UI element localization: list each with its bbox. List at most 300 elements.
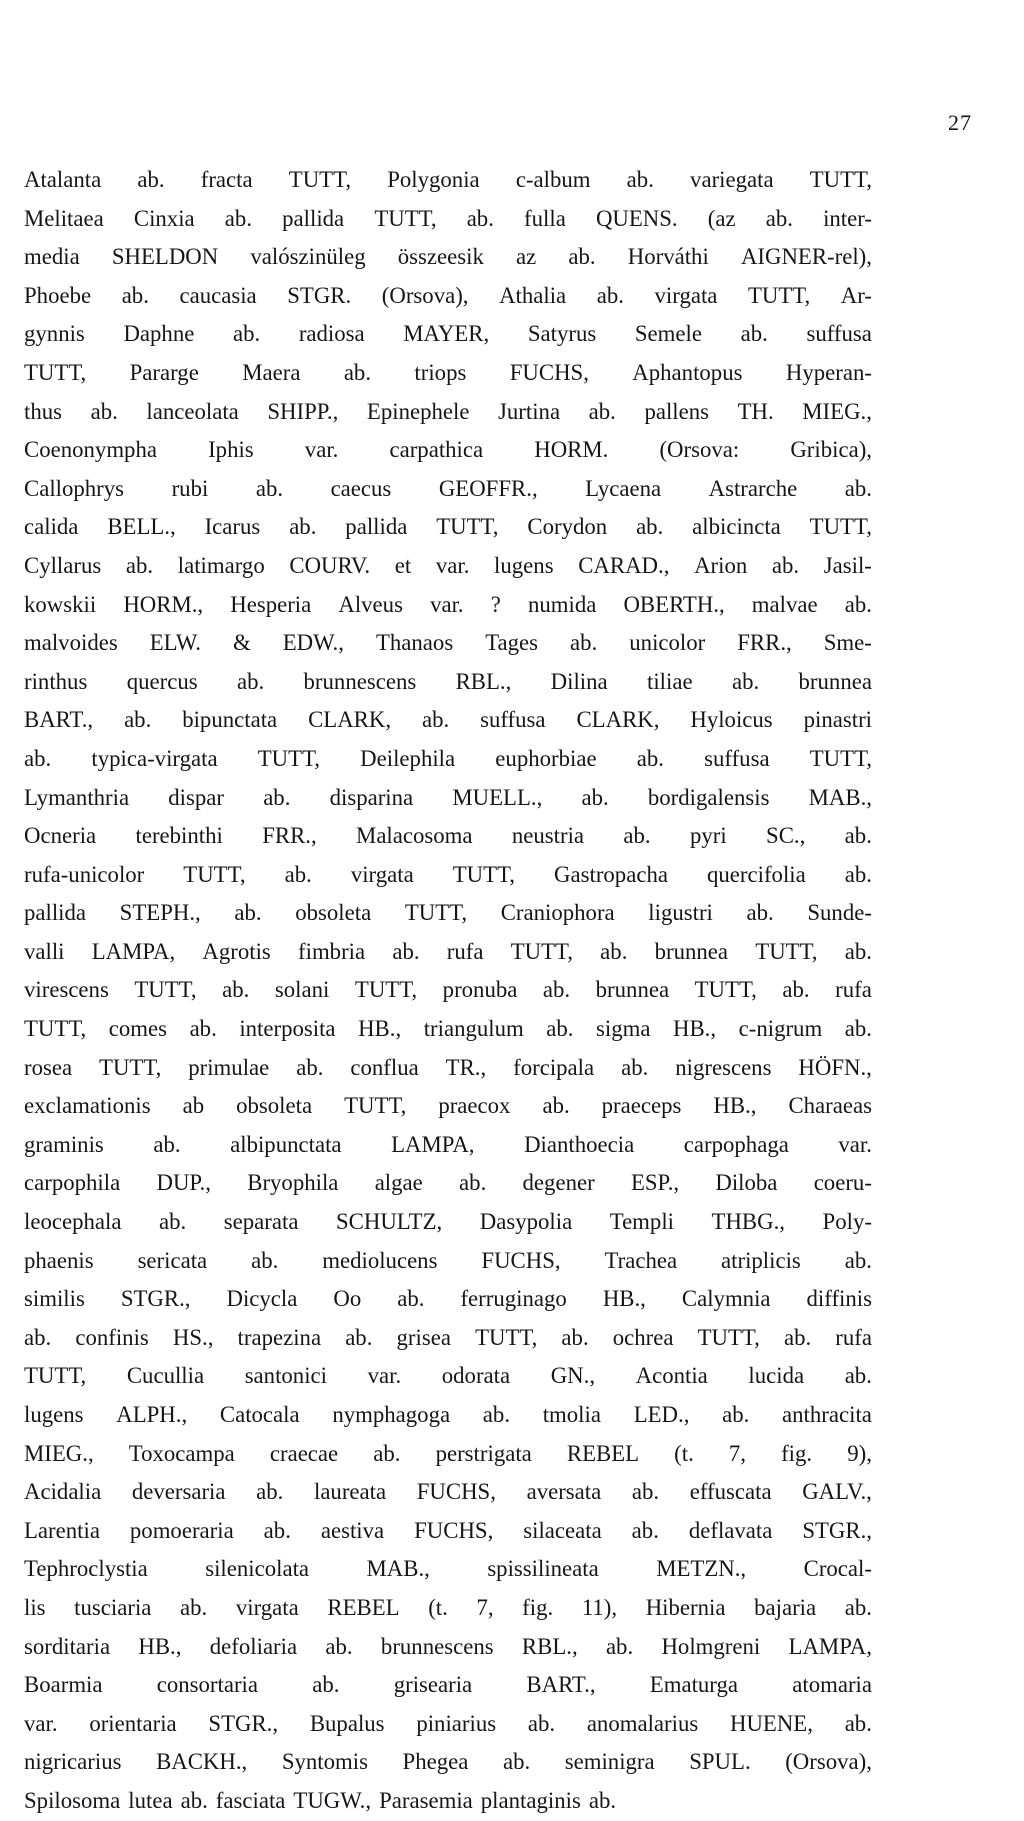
word: RBL.,	[521, 1633, 578, 1659]
word: Bupalus	[309, 1710, 385, 1736]
word: TUTT,	[436, 514, 499, 540]
word: ab.	[24, 1324, 52, 1350]
word: ab.	[561, 1324, 589, 1350]
word: FUCHS,	[481, 1247, 561, 1273]
word: ab.	[180, 1594, 208, 1620]
word: rinthus	[24, 668, 88, 694]
word: pallens	[644, 398, 710, 424]
word: virgata	[654, 282, 718, 308]
word: ab.	[466, 205, 494, 231]
text-line	[24, 701, 872, 740]
word: HB.,	[358, 1016, 402, 1042]
word: ab.	[263, 784, 291, 810]
word: Lymanthria	[24, 784, 130, 810]
word: OBERTH.,	[623, 591, 725, 617]
word: Semele	[634, 321, 702, 347]
word: neustria	[511, 823, 585, 849]
text-line	[24, 1280, 872, 1319]
word: c-nigrum	[738, 1016, 823, 1042]
text-line	[24, 1550, 872, 1589]
word: Astrarche	[708, 475, 798, 501]
word: STGR.,	[120, 1286, 191, 1312]
word: conflua	[350, 1054, 419, 1080]
text-line	[24, 779, 872, 818]
word: ab.	[153, 1131, 181, 1157]
word: Boarmia	[24, 1672, 103, 1698]
text-line	[24, 393, 872, 432]
text-line	[24, 1628, 872, 1667]
word: TR.,	[445, 1054, 487, 1080]
word: brunnea	[654, 938, 729, 964]
word: albipunctata	[230, 1131, 342, 1157]
word: MAB.,	[366, 1556, 430, 1582]
word: Deilephila	[360, 745, 456, 771]
text-line	[24, 1164, 872, 1203]
word: ab.	[234, 900, 262, 926]
word: fig.	[781, 1440, 813, 1466]
word: latimargo	[177, 552, 265, 578]
word: Dicycla	[226, 1286, 298, 1312]
word: ab.	[542, 1093, 570, 1119]
word: HUENE,	[729, 1710, 813, 1736]
word: ab.	[631, 1479, 660, 1505]
word: triops	[414, 359, 467, 385]
word: TUTT,	[809, 167, 872, 192]
page-number: 27	[948, 110, 972, 135]
word: CLARK,	[576, 707, 660, 733]
word: lugens	[24, 1402, 84, 1427]
word: sigma	[596, 1016, 651, 1042]
word: aversata	[526, 1479, 602, 1505]
word: ab.	[392, 938, 420, 964]
word: BART.,	[24, 707, 94, 733]
word: ab.	[159, 1209, 187, 1235]
word: Jasil-	[823, 552, 872, 578]
word: Malacosoma	[356, 823, 473, 849]
word: MIEG.,	[802, 398, 872, 424]
word: brunnescens	[303, 668, 417, 694]
word: Corydon	[527, 514, 608, 540]
word: FRR.,	[262, 823, 317, 849]
word: consortaria	[156, 1672, 259, 1698]
word: ab.	[621, 1054, 649, 1080]
word: STEPH.,	[119, 900, 201, 926]
word: ab.	[740, 321, 768, 347]
word: numida	[527, 591, 597, 617]
word: ab.	[636, 745, 664, 771]
word: Aphantopus	[632, 359, 743, 385]
word: ab.	[596, 282, 624, 308]
word: var.	[435, 552, 470, 578]
word: media	[24, 244, 80, 270]
word: TUTT,	[404, 900, 468, 926]
word: carpathica	[389, 437, 484, 463]
word: SC.,	[766, 823, 806, 849]
word: lutea	[128, 1787, 173, 1813]
word: TH.	[737, 398, 774, 424]
word: CARAD.,	[578, 552, 670, 578]
word: ab.	[844, 938, 872, 964]
word: LAMPA,	[788, 1633, 872, 1659]
word: fulla	[524, 205, 566, 231]
word: pallida	[24, 900, 87, 926]
word: ab.	[482, 1402, 511, 1427]
word: ab.	[631, 1517, 659, 1543]
word: var.	[367, 1363, 402, 1389]
word: virgata	[350, 861, 414, 887]
word: ab.	[844, 1363, 872, 1389]
word: lucida	[748, 1363, 805, 1389]
text-line	[24, 1357, 872, 1396]
word: piniarius	[416, 1710, 497, 1736]
word: ab.	[570, 630, 598, 656]
word: perstrigata	[435, 1440, 532, 1466]
word: Sme-	[823, 630, 872, 656]
word: praecox	[438, 1093, 511, 1119]
word: Oo	[333, 1286, 362, 1312]
word: ab.	[373, 1440, 401, 1466]
word: COURV.	[289, 552, 371, 578]
word: tmolia	[542, 1402, 601, 1427]
word: pinastri	[803, 707, 872, 733]
word: HB.,	[602, 1286, 646, 1312]
word: ab.	[844, 591, 872, 617]
word: ligustri	[648, 900, 713, 926]
word: LAMPA,	[391, 1131, 475, 1157]
word: ab.	[343, 359, 372, 385]
word: suffusa	[704, 745, 770, 771]
text-line	[24, 663, 872, 702]
word: Cinxia	[133, 205, 195, 231]
word: ELW.	[149, 630, 202, 656]
word: ab.	[121, 282, 149, 308]
word: ab.	[180, 1787, 208, 1813]
word: THBG.,	[711, 1209, 785, 1235]
word: FUCHS,	[509, 359, 589, 385]
word: ab.	[581, 784, 609, 810]
text-line	[24, 431, 872, 470]
word: Parasemia	[379, 1787, 473, 1813]
word: TUTT,	[755, 938, 818, 964]
word: var.	[430, 591, 464, 617]
text-line	[24, 238, 872, 277]
word: TUTT,	[257, 745, 320, 771]
word: Satyrus	[527, 321, 597, 347]
word: Crocal-	[803, 1556, 872, 1582]
word: solani	[274, 977, 330, 1003]
word: ab.	[236, 668, 265, 694]
word: rufa-unicolor	[24, 861, 145, 887]
word: GEOFFR.,	[438, 475, 538, 501]
word: ab.	[345, 1324, 373, 1350]
word: Alveus	[338, 591, 403, 617]
word: ab.	[24, 745, 52, 771]
word: primulae	[188, 1054, 270, 1080]
word: (t.	[674, 1440, 694, 1466]
word: valli	[24, 938, 65, 964]
word: var.	[838, 1131, 872, 1157]
word: ab.	[626, 167, 654, 192]
word: ab.	[844, 861, 872, 887]
word: (az	[707, 205, 736, 231]
word: GN.,	[550, 1363, 596, 1389]
word: plantaginis	[480, 1787, 581, 1813]
word: obsoleta	[236, 1093, 313, 1119]
word: BACKH.,	[156, 1749, 248, 1775]
word: brunnescens	[380, 1633, 494, 1659]
word: radiosa	[298, 321, 365, 347]
word: ab.	[397, 1286, 425, 1312]
text-line	[24, 1010, 872, 1049]
word: comes	[108, 1016, 168, 1042]
word: atriplicis	[721, 1247, 801, 1273]
word: STGR.	[287, 282, 352, 308]
word: AIGNER-rel),	[740, 244, 872, 270]
word: ab.	[588, 398, 616, 424]
word: TUTT,	[354, 977, 418, 1003]
word: Cucullia	[126, 1363, 205, 1389]
word: REBEL	[566, 1440, 640, 1466]
word: silaceata	[523, 1517, 602, 1543]
word: Pararge	[129, 359, 199, 385]
word: defoliaria	[209, 1633, 298, 1659]
word: praeceps	[601, 1093, 682, 1119]
word: ab.	[263, 1517, 291, 1543]
text-line	[24, 1203, 872, 1242]
word: ab.	[765, 205, 793, 231]
word: sericata	[137, 1247, 208, 1273]
word: FRR.,	[737, 630, 792, 656]
word: Hesperia	[230, 591, 312, 617]
word: Epinephele	[366, 398, 470, 424]
body-text	[24, 161, 872, 1821]
word: et	[394, 552, 412, 578]
word: craecae	[269, 1440, 339, 1466]
word: fasciata	[215, 1787, 286, 1813]
word: LAMPA,	[91, 938, 176, 964]
word: rufa	[835, 977, 872, 1003]
word: TUTT,	[747, 282, 811, 308]
word: TUTT,	[809, 745, 872, 771]
word: caucasia	[179, 282, 257, 308]
word: SCHULTZ,	[336, 1209, 443, 1235]
word: Tages	[485, 630, 539, 656]
word: RBL.,	[455, 668, 512, 694]
word: orientaria	[89, 1710, 177, 1736]
word: BART.,	[526, 1672, 596, 1698]
word: similis	[24, 1286, 85, 1312]
word: Gribica),	[790, 437, 872, 463]
word: HS.,	[172, 1324, 214, 1350]
word: (Orsova),	[785, 1749, 872, 1775]
word: calida	[24, 514, 79, 540]
word: lanceolata	[146, 398, 239, 424]
word: grisearia	[393, 1672, 473, 1698]
word: Icarus	[204, 514, 261, 540]
text-line	[24, 161, 872, 200]
word: c-album	[515, 167, 591, 192]
word: LED.,	[633, 1402, 690, 1427]
word: ab.	[844, 1594, 872, 1620]
word: BELL.,	[107, 514, 176, 540]
word: Ocneria	[24, 823, 97, 849]
word: ab.	[189, 1016, 217, 1042]
word: ab.	[605, 1633, 634, 1659]
word: ab.	[124, 707, 152, 733]
word: pallida	[345, 514, 408, 540]
word: HB.,	[138, 1633, 182, 1659]
word: ab.	[844, 1710, 872, 1736]
word: ab.	[542, 977, 571, 1003]
word: pallida	[282, 205, 345, 231]
word: carpophaga	[683, 1131, 789, 1157]
word: lugens	[494, 552, 554, 578]
word: fig.	[522, 1594, 554, 1620]
word: ab.	[783, 1324, 812, 1350]
word: HB.,	[713, 1093, 757, 1119]
word: ferruginago	[460, 1286, 567, 1312]
word: 9),	[847, 1440, 872, 1466]
word: ab.	[636, 514, 664, 540]
word: ab.	[125, 552, 154, 578]
word: az	[516, 244, 537, 270]
word: TUTT,	[344, 1093, 407, 1119]
word: suffusa	[480, 707, 546, 733]
word: pomoeraria	[129, 1517, 234, 1543]
word: ochrea	[612, 1324, 674, 1350]
word: ab.	[588, 1787, 617, 1813]
text-line	[24, 315, 872, 354]
text-line	[24, 933, 872, 972]
word: lis	[24, 1594, 46, 1620]
word: MIEG.,	[24, 1440, 94, 1466]
word: TUTT,	[24, 1016, 87, 1042]
word: leocephala	[24, 1209, 122, 1235]
word: ab.	[296, 1054, 324, 1080]
word: fracta	[200, 167, 253, 192]
word: phaenis	[24, 1247, 94, 1273]
text-line	[24, 1242, 872, 1281]
word: TUTT,	[24, 359, 87, 385]
word: bipunctata	[182, 707, 278, 733]
word: ab.	[746, 900, 774, 926]
word: tusciaria	[74, 1594, 152, 1620]
word: Trachea	[604, 1247, 678, 1273]
word: pyri	[689, 823, 727, 849]
word: összeesik	[397, 244, 484, 270]
word: rubi	[171, 475, 209, 501]
word: TUTT,	[288, 167, 352, 192]
word: TUTT,	[374, 205, 437, 231]
word: ab.	[568, 244, 596, 270]
word: ab.	[771, 552, 800, 578]
word: caecus	[330, 475, 392, 501]
word: var.	[24, 1710, 58, 1736]
word: HORM.	[534, 437, 609, 463]
word: ab.	[251, 1247, 279, 1273]
word: Phoebe	[24, 282, 92, 308]
text-line	[24, 856, 872, 895]
word: ab.	[312, 1672, 340, 1698]
word: Daphne	[123, 321, 195, 347]
word: Spilosoma	[24, 1787, 121, 1813]
word: FUCHS,	[416, 1479, 496, 1505]
word: Charaeas	[788, 1093, 872, 1119]
word: Hibernia	[645, 1594, 726, 1620]
word: Dasypolia	[479, 1209, 573, 1235]
word: virescens	[24, 977, 109, 1003]
word: ab.	[325, 1633, 353, 1659]
word: tiliae	[647, 668, 693, 694]
word: terebinthi	[135, 823, 223, 849]
text-line	[24, 1087, 872, 1126]
word: METZN.,	[656, 1556, 747, 1582]
word: ab.	[90, 398, 118, 424]
text-line	[24, 1705, 872, 1744]
word: ab.	[284, 861, 312, 887]
word: ab.	[527, 1710, 556, 1736]
text-line	[24, 1435, 872, 1474]
word: quercus	[126, 668, 198, 694]
word: TUTT,	[694, 977, 757, 1003]
word: diffinis	[806, 1286, 872, 1312]
word: (t.	[428, 1594, 448, 1620]
word: ?	[490, 591, 501, 617]
word: MUELL.,	[452, 784, 543, 810]
word: quercifolia	[707, 861, 806, 887]
word: bajaria	[754, 1594, 817, 1620]
text-line	[24, 200, 872, 239]
word: anomalarius	[586, 1710, 699, 1736]
word: inter-	[823, 205, 872, 231]
word: typica-virgata	[91, 745, 218, 771]
word: QUENS.	[595, 205, 678, 231]
word: CLARK,	[308, 707, 392, 733]
word: fimbria	[298, 938, 366, 964]
word: Tephroclystia	[24, 1556, 148, 1582]
word: unicolor	[629, 630, 706, 656]
word: aestiva	[320, 1517, 385, 1543]
word: effuscata	[689, 1479, 772, 1505]
word: trapezina	[237, 1324, 322, 1350]
word: SPUL.	[689, 1749, 751, 1775]
word: deflavata	[688, 1517, 773, 1543]
word: nymphagoga	[332, 1402, 451, 1427]
word: Syntomis	[281, 1749, 368, 1775]
word: Dianthoecia	[524, 1131, 635, 1157]
word: var.	[304, 437, 339, 463]
word: nigrescens	[675, 1054, 772, 1080]
word: Hyperan-	[785, 359, 872, 385]
word: odorata	[441, 1363, 511, 1389]
word: kowskii	[24, 591, 97, 617]
word: rosea	[24, 1054, 73, 1080]
word: TUTT,	[809, 514, 872, 540]
word: Acidalia	[24, 1479, 102, 1505]
word: ab.	[137, 167, 165, 192]
word: Melitaea	[24, 205, 104, 231]
word: ALPH.,	[116, 1402, 188, 1427]
word: STGR.,	[802, 1517, 872, 1543]
text-line	[24, 277, 872, 316]
word: Coenonympha	[24, 437, 157, 463]
word: HORM.,	[123, 591, 204, 617]
word: ab.	[844, 475, 872, 501]
word: exclamationis	[24, 1093, 151, 1119]
word: ab.	[421, 707, 450, 733]
word: Toxocampa	[128, 1440, 235, 1466]
word: mediolucens	[322, 1247, 438, 1273]
